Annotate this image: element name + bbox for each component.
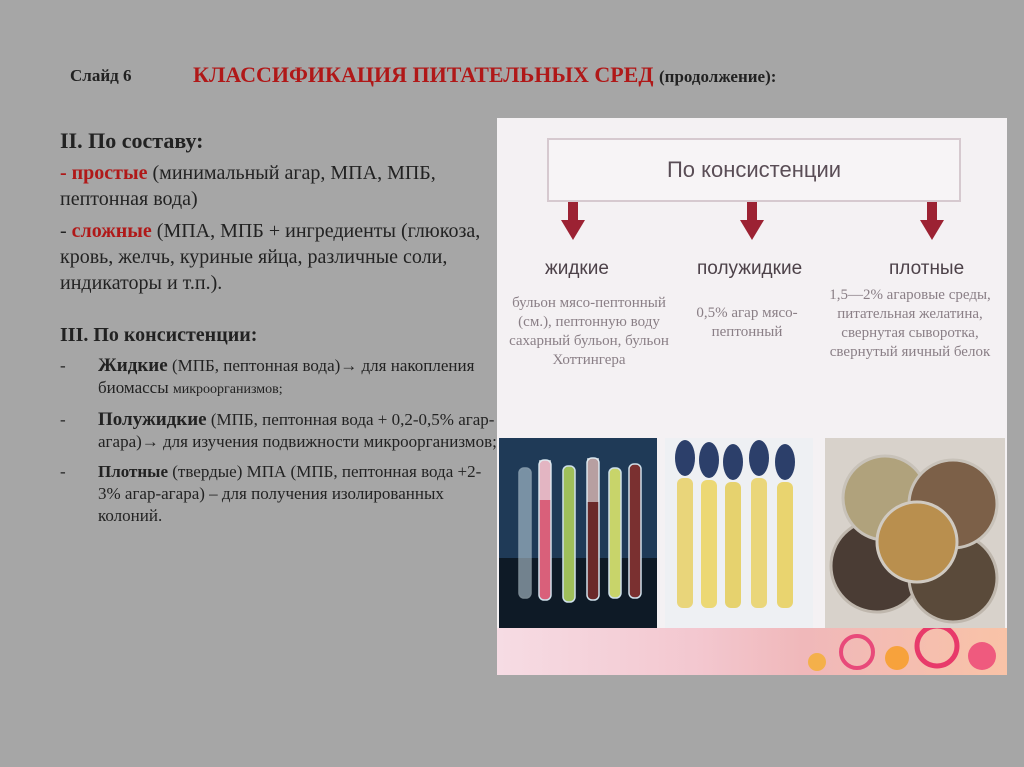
simple-text: (минимальный агар, МПА, МПБ, пептонная вода) — [60, 162, 436, 210]
list-item-bold: Полужидкие — [98, 409, 207, 430]
column-title-liquid: жидкие — [545, 258, 609, 279]
list-item-text: (МПБ, пептонная вода)→ для накопления биомассы — [98, 356, 475, 397]
list-dash: - — [60, 356, 66, 375]
composition-heading: II. По составу: — [60, 128, 204, 153]
slide-number: Слайд 6 — [70, 66, 132, 85]
slide-title-main: КЛАССИФИКАЦИЯ ПИТАТЕЛЬНЫХ СРЕД — [193, 62, 654, 87]
arrow-down-icon — [740, 202, 764, 242]
list-item-text: (МПБ, пептонная вода + 0,2-0,5% агар-агара)→ для изучения подвижности микроорганизмов; — [98, 410, 497, 451]
petri-dishes-photo — [825, 438, 1005, 628]
list-item-bold: Жидкие — [98, 355, 168, 376]
list-item — [60, 409, 500, 453]
test-tubes-photo — [499, 438, 657, 628]
complex-dash: - — [60, 220, 72, 242]
list-item-bold: Плотные — [98, 462, 169, 481]
complex-label: сложные — [71, 220, 152, 242]
list-item — [60, 355, 500, 401]
list-dash: - — [60, 462, 66, 481]
simple-media — [60, 160, 500, 212]
slide-title — [193, 62, 776, 88]
illustration-panel — [497, 118, 1007, 675]
arrow-down-icon — [561, 202, 585, 242]
text-content — [60, 128, 500, 535]
column-text-liquid: бульон мясо-пептонный (см.), пептонную воду сахарный бульон, бульон Хоттингера — [509, 295, 669, 368]
list-item-text: (твердые) МПА (МПБ, пептонная вода +2-3% агар-агара) – для получения изолированных колоний. — [98, 462, 482, 525]
arrow-down-icon — [920, 202, 944, 242]
list-dash: - — [60, 410, 66, 429]
column-title-solid: плотные — [889, 258, 965, 279]
list-item — [60, 461, 500, 527]
simple-label: - простые — [60, 162, 148, 184]
complex-media — [60, 218, 500, 296]
column-text-solid: 1,5—2% агаровые среды, питательная желатина, свернутая сыворотка, свернутый яичный белок — [829, 287, 991, 360]
decorative-band — [497, 628, 1007, 675]
column-title-semiliquid: полужидкие — [697, 258, 803, 279]
slide-header — [70, 62, 1010, 92]
consistency-caption-box: По консистенции — [547, 138, 961, 202]
list-item-small: микроорганизмов; — [172, 382, 283, 397]
decorative-circles-icon — [497, 628, 1007, 675]
consistency-heading: III. По консистенции: — [60, 324, 258, 346]
semiliquid-tubes-photo — [665, 438, 813, 628]
column-text-semiliquid: 0,5% агар мясо-пептонный — [696, 305, 798, 340]
complex-text: (МПА, МПБ + ингредиенты (глюкоза, кровь, желчь, куриные яйца, различные соли, индикаторы и т.п.). — [60, 220, 481, 294]
slide-title-sub: (продолжение): — [658, 67, 777, 86]
